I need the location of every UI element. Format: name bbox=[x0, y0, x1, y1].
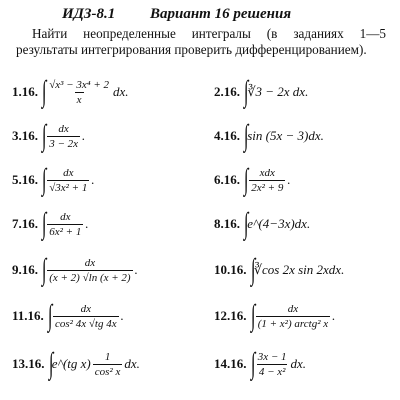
denominator: √3x² + 1 bbox=[49, 181, 88, 194]
problem-6-16 bbox=[214, 160, 291, 200]
numerator: dx bbox=[60, 210, 71, 223]
integral-sign: ∫ bbox=[47, 299, 53, 332]
integral-sign: ∫ bbox=[250, 299, 255, 332]
numerator: dx bbox=[84, 256, 96, 269]
problem-number: 11.16. bbox=[12, 308, 44, 323]
denominator: 3 − 2x bbox=[49, 137, 79, 150]
integral-sign: ∫ bbox=[250, 253, 255, 286]
problem-3-16 bbox=[12, 116, 85, 156]
problem-10-16 bbox=[214, 250, 344, 290]
problem-row bbox=[0, 250, 400, 290]
integral-sign: ∫ bbox=[41, 119, 47, 152]
tail: . bbox=[120, 308, 124, 323]
numerator: dx bbox=[58, 122, 69, 135]
problem-12-16 bbox=[214, 296, 335, 336]
tail: dx. bbox=[290, 356, 307, 371]
tail: . bbox=[287, 172, 291, 187]
problem-number: 8.16. bbox=[214, 216, 240, 231]
problem-2-16 bbox=[214, 72, 308, 112]
expression: e^(tg x) bbox=[51, 356, 91, 371]
denominator: 2x² + 9 bbox=[251, 181, 284, 194]
integral-sign: ∫ bbox=[243, 207, 249, 240]
numerator: 3x − 1 bbox=[257, 350, 287, 363]
problem-number: 6.16. bbox=[214, 172, 240, 187]
numerator: 1 bbox=[104, 350, 111, 363]
problem-11-16 bbox=[12, 296, 124, 336]
integral-sign: ∫ bbox=[41, 207, 47, 240]
expression: ∛cos 2x sin 2xdx. bbox=[253, 262, 345, 277]
tail: . bbox=[134, 262, 138, 277]
problem-number: 3.16. bbox=[12, 128, 38, 143]
tail: . bbox=[82, 128, 86, 143]
fraction bbox=[47, 167, 89, 194]
expression: sin (5x − 3)dx. bbox=[247, 128, 324, 143]
problem-9-16 bbox=[12, 250, 138, 290]
problem-number: 2.16. bbox=[214, 84, 240, 99]
variant-title: Вариант 16 решения bbox=[150, 6, 292, 22]
integral-sign: ∫ bbox=[41, 163, 47, 196]
fraction bbox=[47, 257, 132, 284]
fraction bbox=[47, 211, 83, 238]
fraction bbox=[47, 123, 80, 150]
assignment-code: ИДЗ-8.1 bbox=[62, 6, 116, 22]
denominator: 6x² + 1 bbox=[49, 225, 82, 238]
integral-sign: ∫ bbox=[41, 75, 47, 108]
instructions-paragraph: Найти неопределенные интегралы (в заданиях 1—5 результаты интегрирования проверить дифференцированием). bbox=[16, 26, 386, 57]
fraction bbox=[256, 351, 289, 378]
problem-row bbox=[0, 296, 400, 336]
problem-number: 9.16. bbox=[12, 262, 38, 277]
problem-number: 4.16. bbox=[214, 128, 240, 143]
fraction bbox=[53, 303, 119, 330]
denominator: x bbox=[76, 93, 82, 106]
integral-sign: ∫ bbox=[243, 163, 249, 196]
problem-row bbox=[0, 72, 400, 112]
fraction bbox=[249, 167, 285, 194]
problem-13-16 bbox=[12, 344, 140, 384]
problem-number: 13.16. bbox=[12, 356, 45, 371]
denominator: cos² x bbox=[94, 365, 121, 378]
fraction bbox=[256, 303, 330, 330]
tail: . bbox=[85, 216, 89, 231]
denominator: cos² 4x √tg 4x bbox=[55, 317, 117, 330]
problem-number: 10.16. bbox=[214, 262, 247, 277]
expression: e^(4−3x)dx. bbox=[247, 216, 311, 231]
numerator: dx bbox=[80, 302, 91, 315]
problem-number: 5.16. bbox=[12, 172, 38, 187]
problem-row bbox=[0, 344, 400, 384]
denominator: (1 + x²) arctg² x bbox=[257, 317, 329, 330]
problem-14-16 bbox=[214, 344, 306, 384]
integral-sign: ∫ bbox=[250, 347, 255, 380]
tail: dx. bbox=[113, 84, 129, 99]
problem-number: 7.16. bbox=[12, 216, 38, 231]
numerator: dx bbox=[63, 166, 74, 179]
numerator: dx bbox=[287, 302, 299, 315]
fraction bbox=[93, 351, 123, 378]
problem-5-16 bbox=[12, 160, 95, 200]
tail: . bbox=[91, 172, 95, 187]
integral-sign: ∫ bbox=[243, 75, 249, 108]
problem-row bbox=[0, 204, 400, 244]
problem-8-16 bbox=[214, 204, 310, 244]
numerator: √x³ − 3x⁴ + 2 bbox=[49, 78, 109, 91]
problem-row bbox=[0, 116, 400, 156]
tail: . bbox=[332, 308, 336, 323]
denominator: 4 − x² bbox=[258, 365, 286, 378]
problem-7-16 bbox=[12, 204, 89, 244]
problem-row bbox=[0, 160, 400, 200]
fraction bbox=[47, 79, 111, 106]
tail: dx. bbox=[124, 356, 140, 371]
denominator: (x + 2) √ln (x + 2) bbox=[49, 271, 131, 284]
integral-sign: ∫ bbox=[41, 253, 47, 286]
header bbox=[0, 4, 400, 26]
integral-sign: ∫ bbox=[243, 119, 249, 152]
problem-number: 1.16. bbox=[12, 84, 38, 99]
integral-sign: ∫ bbox=[48, 347, 53, 380]
expression: ∛3 − 2x dx. bbox=[247, 84, 309, 99]
problem-number: 12.16. bbox=[214, 308, 247, 323]
numerator: xdx bbox=[259, 166, 275, 179]
problem-1-16 bbox=[12, 72, 129, 112]
problem-4-16 bbox=[214, 116, 324, 156]
problem-number: 14.16. bbox=[214, 356, 247, 371]
